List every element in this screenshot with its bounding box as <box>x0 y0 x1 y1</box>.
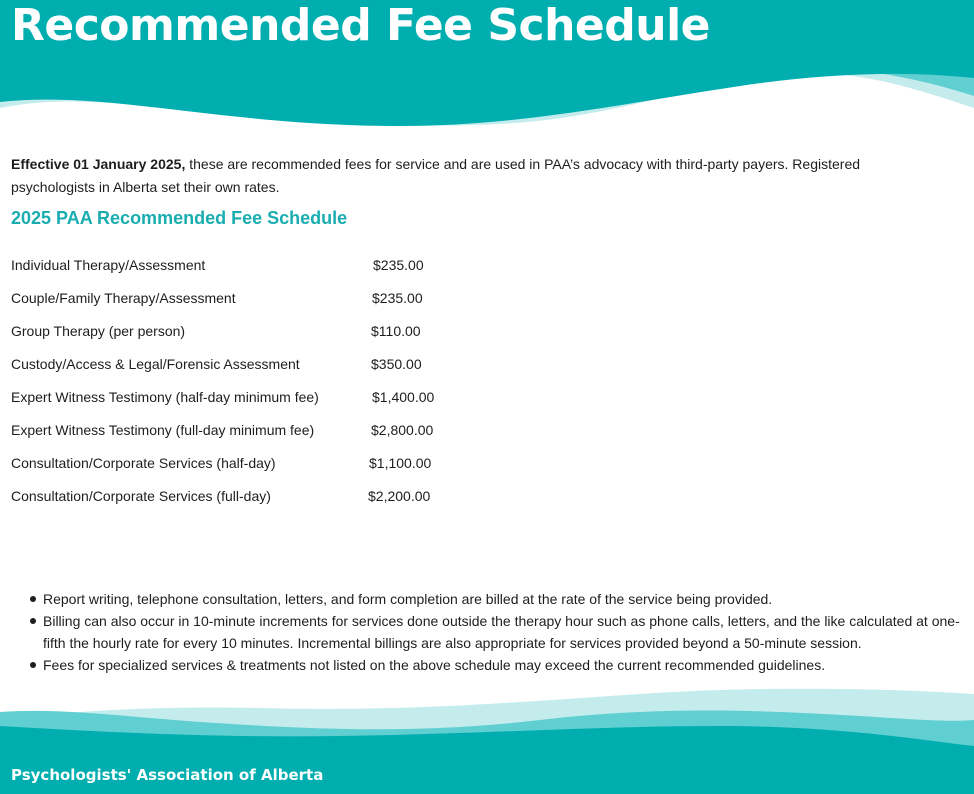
fee-service-label: Expert Witness Testimony (full-day minimum fee) <box>11 422 315 438</box>
fee-amount: $2,200.00 <box>368 488 431 504</box>
header-banner <box>0 0 974 140</box>
fee-service-label: Consultation/Corporate Services (half-day) <box>11 455 276 471</box>
fee-row <box>11 249 511 282</box>
list-item <box>0 654 974 676</box>
note-text: Billing can also occur in 10-minute increments for services done outside the therapy hour such as phone calls, letters, and the like calculated at one-fifth the hourly rate for every 10 minutes. Incremental billings are also appropriate for services provided beyond a 50-minute session. <box>43 613 960 651</box>
schedule-heading: 2025 PAA Recommended Fee Schedule <box>11 208 348 228</box>
page-title: Recommended Fee Schedule <box>11 0 711 51</box>
fee-row <box>11 447 511 480</box>
fee-service-label: Couple/Family Therapy/Assessment <box>11 290 236 306</box>
fee-service-label: Group Therapy (per person) <box>11 323 186 339</box>
fee-amount: $2,800.00 <box>371 422 434 438</box>
fee-row <box>11 414 511 447</box>
fee-amount: $235.00 <box>372 290 423 306</box>
note-text: Fees for specialized services & treatments not listed on the above schedule may exceed the current recommended guidelines. <box>43 657 826 673</box>
fee-row <box>11 282 511 315</box>
fee-row <box>11 348 511 381</box>
bullet-icon <box>30 662 36 668</box>
billing-notes-list <box>0 588 974 676</box>
intro-paragraph <box>11 153 911 198</box>
fee-row <box>11 480 511 513</box>
footer-banner <box>0 680 974 794</box>
fee-service-label: Individual Therapy/Assessment <box>11 257 206 273</box>
fee-service-label: Consultation/Corporate Services (full-day) <box>11 488 271 504</box>
fee-service-label: Custody/Access & Legal/Forensic Assessment <box>11 356 300 372</box>
fee-amount: $110.00 <box>371 323 421 339</box>
note-text: Report writing, telephone consultation, letters, and form completion are billed at the rate of the service being provided. <box>43 591 773 607</box>
organization-name: Psychologists' Association of Alberta <box>11 766 324 784</box>
fee-table <box>11 249 511 513</box>
fee-amount: $1,100.00 <box>369 455 432 471</box>
effective-date-label: Effective 01 January 2025, <box>11 156 186 172</box>
intro-text: these are recommended fees for service and are used in PAA’s advocacy with third-party payers. Registered psychologists in Alberta set their own rates. <box>11 156 861 195</box>
fee-row <box>11 381 511 414</box>
fee-service-label: Expert Witness Testimony (half-day minimum fee) <box>11 389 319 405</box>
list-item <box>0 588 974 610</box>
list-item <box>0 610 974 654</box>
fee-amount: $1,400.00 <box>372 389 435 405</box>
fee-amount: $235.00 <box>373 257 424 273</box>
fee-row <box>11 315 511 348</box>
bullet-icon <box>30 618 36 624</box>
fee-amount: $350.00 <box>371 356 422 372</box>
bullet-icon <box>30 596 36 602</box>
